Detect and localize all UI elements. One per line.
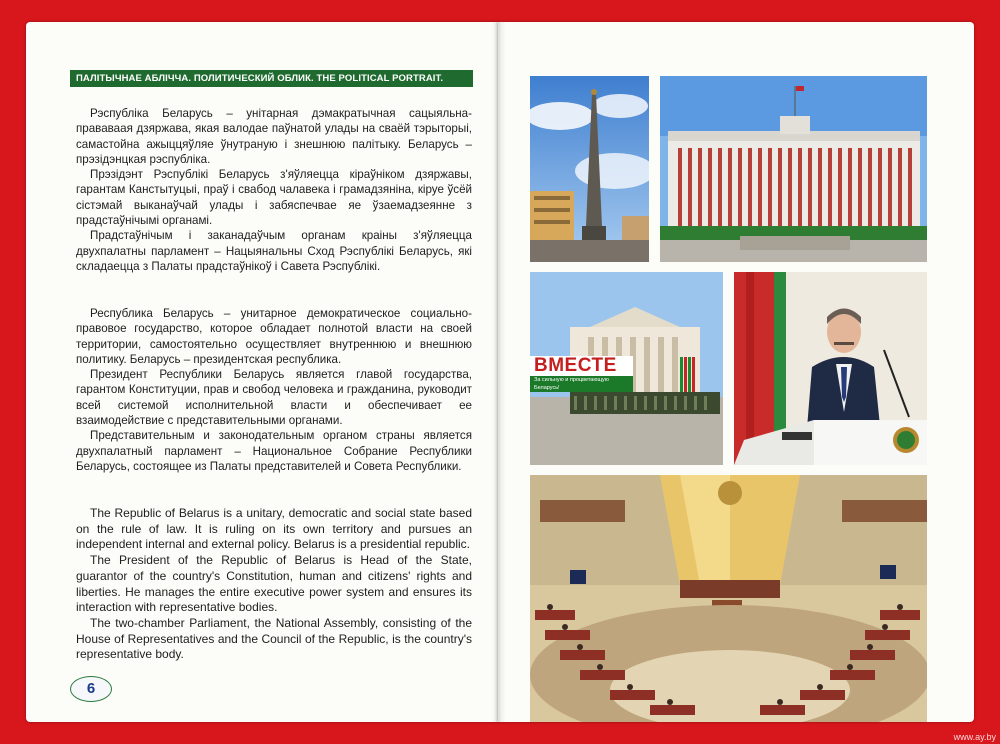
text-belarusian: [76, 106, 472, 274]
vmeste-banner: [530, 356, 633, 392]
parade-photo: [530, 272, 723, 465]
government-house-photo: [660, 76, 927, 262]
paragraph: The two-chamber Parliament, the National Assembly, consisting of the House of Representatives and the Council of the Republic, is the country's representative body.: [76, 615, 472, 662]
paragraph: Президент Республики Беларусь является главой государства, гарантом Конституции, прав и свобод человека и гражданина, руководит всей системой исполнительной власти и обеспечивает ее взаимодействие с представительными органами.: [76, 368, 472, 428]
paragraph: Республика Беларусь – унитарное демократическое социально-правовое государство, которое обладает полнотой власти на своей территории, самостоятельно осуществляет внутреннюю и внешнюю политику. Беларусь – президентская республика.: [76, 307, 472, 366]
paragraph: Прадстаўнічым і заканадаўчым органам краіны з'яўляецца двухпалатны парламент – Нацыянальны Сход Рэспублікі Беларусь, які складаецца з Палаты прадстаўнікоў і Савета Рэспублікі.: [76, 229, 472, 273]
text-russian: [76, 306, 472, 474]
book-gutter: [492, 22, 506, 722]
paragraph: Представительным и законодательным органом страны является двухпалатный парламент – Национальное Собрание Республики Беларусь, состоящее из Палаты представителей и Совета Республики.: [76, 429, 472, 473]
obelisk-photo: [530, 76, 649, 262]
paragraph: Прэзідэнт Рэспублікі Беларусь з'яўляецца кіраўніком дзяржавы, гарантам Канстытуцыі, праў і свабод чалавека і грамадзяніна, кіруе ўсёй сістэмай выканаўчай улады і забяспечвае яе ўзаемадзеянне з прадстаўнічымі органамі.: [76, 168, 472, 228]
paragraph: The Republic of Belarus is a unitary, democratic and social state based on the rule of law. It is ruling on its own territory and pursues an independent internal and external policy. Belarus is a presidential republic.: [76, 506, 472, 552]
paragraph: Рэспубліка Беларусь – унітарная дэмакратычная сацыяльна-прававаая дзяржава, якая валодае паўнатой улады на сваёй тэрыторыі, самастойна ажыццяўляе ўнутраную і знешнюю палітыку. Беларусь – прэзідэнцкая рэспубліка.: [76, 107, 472, 166]
watermark: www.ay.by: [953, 732, 996, 742]
assembly-hall-photo: [530, 475, 927, 722]
section-banner: ПАЛІТЫЧНАЕ АБЛІЧЧА. ПОЛИТИЧЕСКИЙ ОБЛИК. THE POLITICAL PORTRAIT.: [70, 70, 473, 87]
text-english: [76, 506, 472, 663]
banner-title: ВМЕСТЕ: [530, 356, 633, 376]
banner-subtitle: За сильную и процветающую Беларусь!: [534, 377, 609, 391]
president-photo: [734, 272, 927, 465]
page-number: 6: [70, 676, 112, 702]
paragraph: The President of the Republic of Belarus is Head of the State, guarantor of the country's Constitution, human and citizens' rights and liberties. He manages the entire executive power system and ensures its interaction with representative bodies.: [76, 553, 472, 615]
